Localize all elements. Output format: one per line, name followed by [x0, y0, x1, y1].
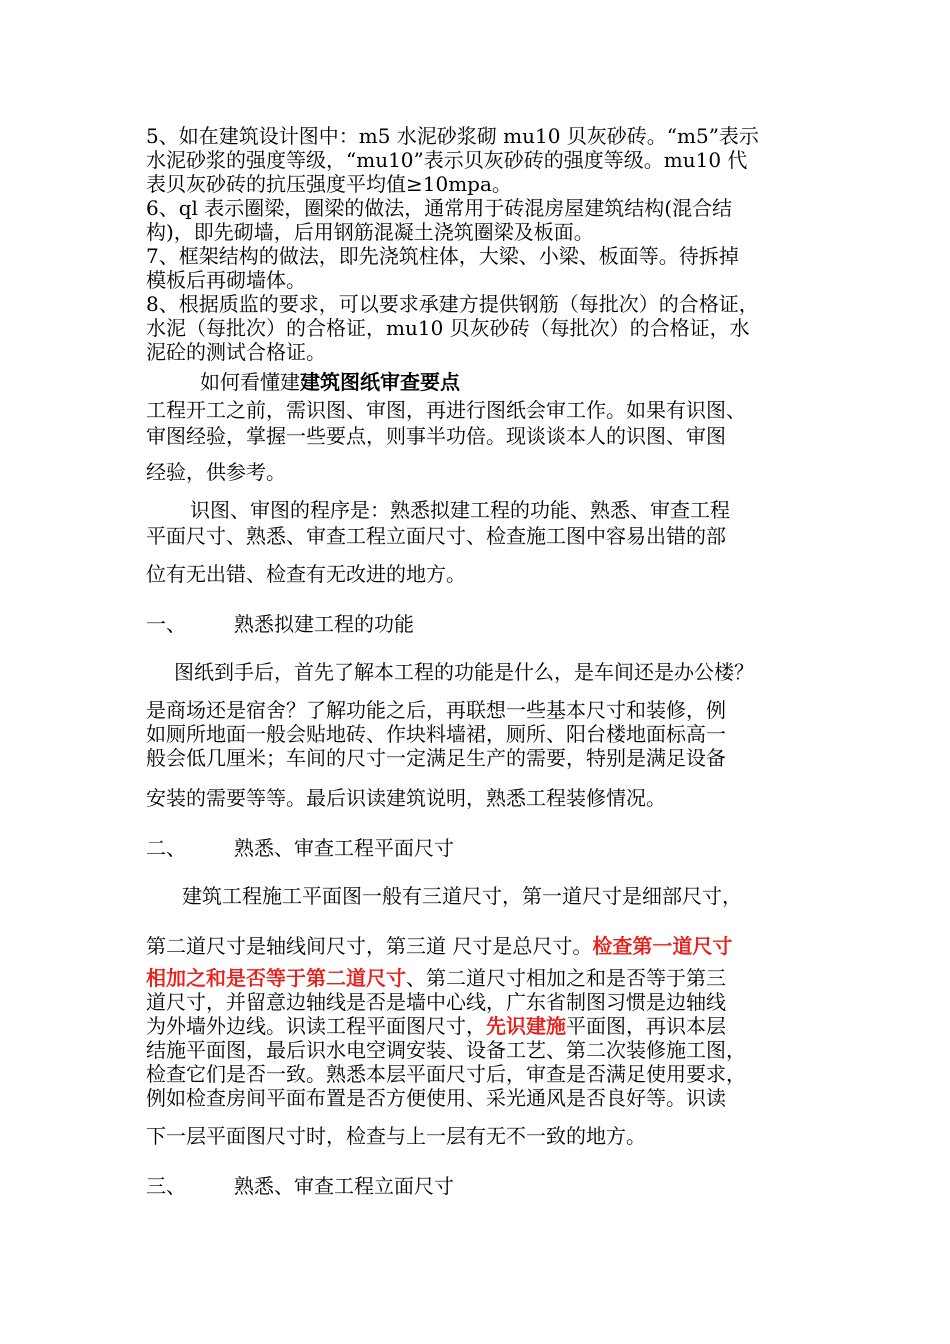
text-run: 第二道尺寸是轴线间尺寸，第三道 尺寸是总尺寸。 [146, 934, 593, 958]
text-line: 经验，供参考。 [146, 460, 286, 484]
section-title [200, 370, 460, 394]
section-heading: 熟悉拟建工程的功能 [234, 612, 414, 636]
text-line: 识图、审图的程序是：熟悉拟建工程的功能、熟悉、审查工程 [190, 498, 730, 522]
text-line: 表贝灰砂砖的抗压强度平均值≥10mpa。 [146, 172, 512, 196]
section-number: 二、 [146, 836, 186, 860]
text-line: 图纸到手后，首先了解本工程的功能是什么，是车间还是办公楼？ [174, 660, 754, 684]
text-line [146, 934, 732, 958]
text-line: 平面尺寸、熟悉、审查工程立面尺寸、检查施工图中容易出错的部 [146, 524, 726, 548]
text-run: 为外墙外边线。识读工程平面图尺寸， [146, 1014, 486, 1038]
text-line: 般会低几厘米；车间的尺寸一定满足生产的需要，特别是满足设备 [146, 746, 726, 770]
section-number: 一、 [146, 612, 186, 636]
text-line: 6、ql 表示圈梁，圈梁的做法，通常用于砖混房屋建筑结构(混合结 [146, 196, 733, 220]
title-prefix: 如何看懂建 [200, 370, 300, 394]
text-run: 平面图，再识本层 [566, 1014, 726, 1038]
text-line: 构)，即先砌墙，后用钢筋混凝土浇筑圈梁及板面。 [146, 220, 594, 244]
highlight-text: 先识建施 [486, 1014, 566, 1038]
text-line: 审图经验，掌握一些要点，则事半功倍。现谈谈本人的识图、审图 [146, 424, 726, 448]
text-run: 、第二道尺寸相加之和是否等于第三 [406, 966, 726, 990]
text-line: 下一层平面图尺寸时，检查与上一层有无不一致的地方。 [146, 1124, 646, 1148]
text-line: 例如检查房间平面布置是否方便使用、采光通风是否良好等。识读 [146, 1086, 726, 1110]
text-line: 水泥砂浆的强度等级，“mu10”表示贝灰砂砖的强度等级。mu10 代 [146, 148, 748, 172]
highlight-text: 相加之和是否等于第二道尺寸 [146, 966, 406, 990]
text-line: 工程开工之前，需识图、审图，再进行图纸会审工作。如果有识图、 [146, 398, 746, 422]
text-line: 道尺寸，并留意边轴线是否是墙中心线，广东省制图习惯是边轴线 [146, 990, 726, 1014]
text-line: 7、框架结构的做法，即先浇筑柱体，大梁、小梁、板面等。待拆掉 [146, 244, 739, 268]
text-line: 模板后再砌墙体。 [146, 268, 306, 292]
text-line [146, 1014, 726, 1038]
text-line: 建筑工程施工平面图一般有三道尺寸，第一道尺寸是细部尺寸， [182, 884, 742, 908]
section-number: 三、 [146, 1174, 186, 1198]
text-line: 泥砼的测试合格证。 [146, 340, 326, 364]
title-bold: 建筑图纸审查要点 [300, 370, 460, 394]
text-line: 水泥（每批次）的合格证，mu10 贝灰砂砖（每批次）的合格证，水 [146, 316, 750, 340]
text-line: 是商场还是宿舍？了解功能之后，再联想一些基本尺寸和装修，例 [146, 698, 726, 722]
text-line: 如厕所地面一般会贴地砖、作块料墙裙，厕所、阳台楼地面标高一 [146, 722, 726, 746]
text-line: 安装的需要等等。最后识读建筑说明，熟悉工程装修情况。 [146, 786, 666, 810]
text-line: 5、如在建筑设计图中：m5 水泥砂浆砌 mu10 贝灰砂砖。“m5”表示 [146, 124, 759, 148]
text-line: 结施平面图，最后识水电空调安装、设备工艺、第二次装修施工图， [146, 1038, 746, 1062]
highlight-text: 检查第一道尺寸 [592, 934, 733, 958]
section-heading: 熟悉、审查工程立面尺寸 [234, 1174, 454, 1198]
text-line: 位有无出错、检查有无改进的地方。 [146, 562, 466, 586]
section-heading: 熟悉、审查工程平面尺寸 [234, 836, 454, 860]
text-line [146, 966, 726, 990]
text-line: 检查它们是否一致。熟悉本层平面尺寸后，审查是否满足使用要求， [146, 1062, 746, 1086]
text-line: 8、根据质监的要求，可以要求承建方提供钢筋（每批次）的合格证， [146, 292, 759, 316]
